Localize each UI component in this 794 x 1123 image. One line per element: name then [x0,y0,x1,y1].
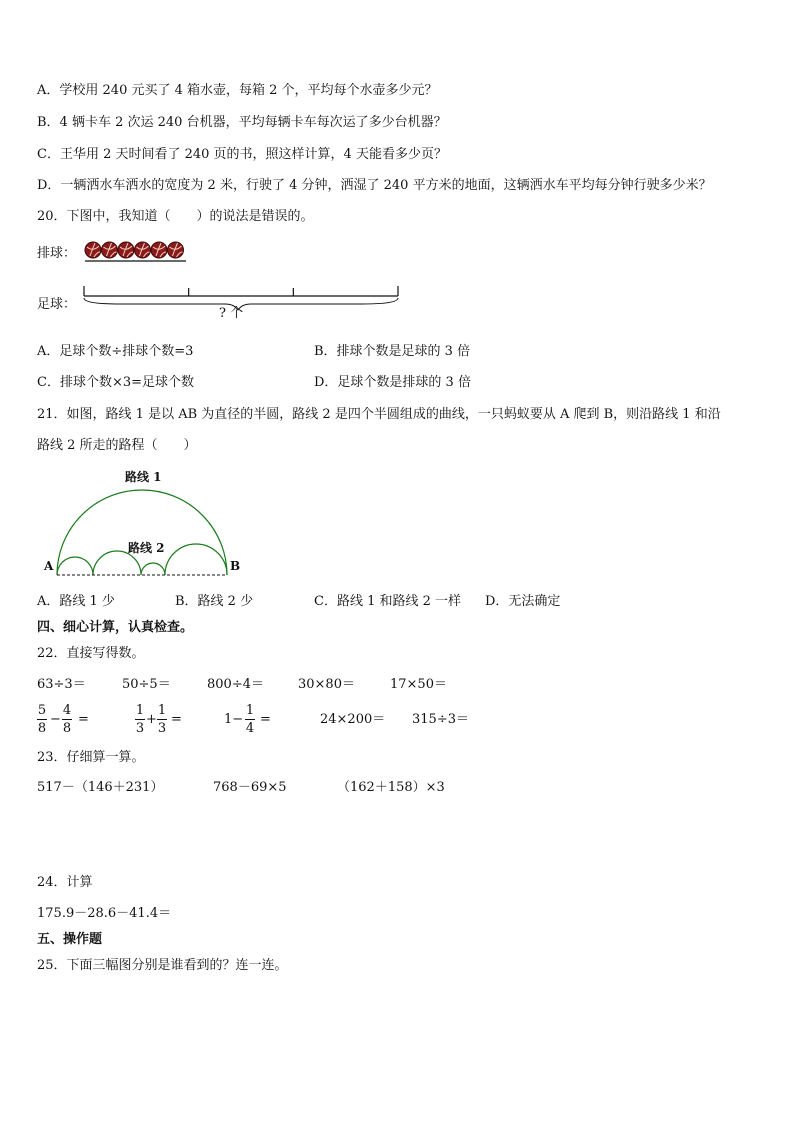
q20-option-b: B．排球个数是足球的 3 倍 [314,344,471,359]
football-label: 足球： [37,297,77,312]
fraction-1-4: 1 4 [245,703,255,736]
equals-sign: = [78,712,89,727]
q25-stem: 25．下面三幅图分别是谁看到的？连一连。 [37,958,288,973]
fraction-5-8: 5 8 [37,703,47,736]
q19-option-a: A．学校用 240 元买了 4 箱水壶，每箱 2 个，平均每个水壶多少元？ [37,83,438,98]
volleyball-balls [85,242,184,258]
volleyball-diagram [84,240,188,264]
q22-item-9: 24×200＝ [320,712,386,727]
volleyball-icon [102,242,118,258]
equals-sign: = [171,712,182,727]
q21-option-d: D．无法确定 [485,594,561,609]
q19-option-b: B．4 辆卡车 2 次运 240 台机器，平均每辆卡车每次运了多少台机器？ [37,115,447,130]
fraction-4-8: 4 8 [62,703,72,736]
q23-stem: 23．仔细算一算。 [37,750,145,765]
volleyball-icon [168,242,184,258]
q24-stem: 24．计算 [37,875,93,890]
q23-item-2: 768－69×5 [213,780,287,795]
q19-option-c: C．王华用 2 天时间看了 240 页的书，照这样计算，4 天能看多少页？ [37,147,447,162]
q21-option-c: C．路线 1 和路线 2 一样 [314,594,462,609]
q22-stem: 22．直接写得数。 [37,646,145,661]
volleyball-icon [151,242,167,258]
q21-stem-line2: 路线 2 所走的路程（ ） [37,438,197,453]
q19-option-d: D．一辆洒水车洒水的宽度为 2 米，行驶了 4 分钟，洒湿了 240 平方米的地面，这辆洒水车平均每分钟行驶多少米？ [37,178,712,193]
q23-item-3: （162＋158）×3 [337,780,445,795]
equals-sign: = [260,712,271,727]
route1-arc [57,490,227,575]
volleyball-icon [118,242,134,258]
route2-arc-4 [165,544,227,575]
fraction-1-3-b: 1 3 [157,703,167,736]
q21-option-b: B．路线 2 少 [175,594,254,609]
point-b-label: B [230,559,241,573]
route1-label: 路线 1 [125,470,162,484]
q20-option-a: A．足球个数÷排球个数=3 [37,344,194,359]
plus-sign: + [146,712,157,727]
one-minus: 1− [224,712,244,727]
route-diagram [40,462,250,582]
volleyball-label: 排球： [37,246,77,261]
q22-item-4: 30×80＝ [298,677,355,692]
q20-stem: 20．下图中，我知道（ ）的说法是错误的。 [37,209,314,224]
volleyball-icon [85,242,101,258]
fraction-1-3-a: 1 3 [135,703,145,736]
volleyball-icon [135,242,151,258]
route2-arc-1 [57,557,93,575]
q21-option-a: A．路线 1 少 [37,594,115,609]
q24-expr: 175.9－28.6－41.4＝ [37,906,172,921]
football-unknown-label: ? 个 [219,306,244,321]
section5-title: 五、操作题 [37,932,103,947]
q20-option-d: D．足球个数是排球的 3 倍 [314,375,471,390]
q22-item-2: 50÷5＝ [122,677,171,692]
point-a-label: A [44,559,54,573]
q22-item-5: 17×50＝ [390,677,447,692]
route2-label: 路线 2 [128,541,165,555]
section4-title: 四、细心计算，认真检查。 [37,620,194,635]
football-ticks [84,286,398,296]
q20-option-c: C．排球个数×3=足球个数 [37,375,195,390]
route2-arc-3 [141,563,165,575]
q22-item-10: 315÷3＝ [412,712,469,727]
q21-stem-line1: 21．如图，路线 1 是以 AB 为直径的半圆，路线 2 是四个半圆组成的曲线，一只蚂蚁要从 A 爬到 B，则沿路线 1 和沿 [37,407,721,422]
minus-sign: − [50,712,61,727]
q22-item-3: 800÷4＝ [207,677,264,692]
q22-item-1: 63÷3＝ [37,677,86,692]
q23-item-1: 517－（146＋231） [37,780,164,795]
